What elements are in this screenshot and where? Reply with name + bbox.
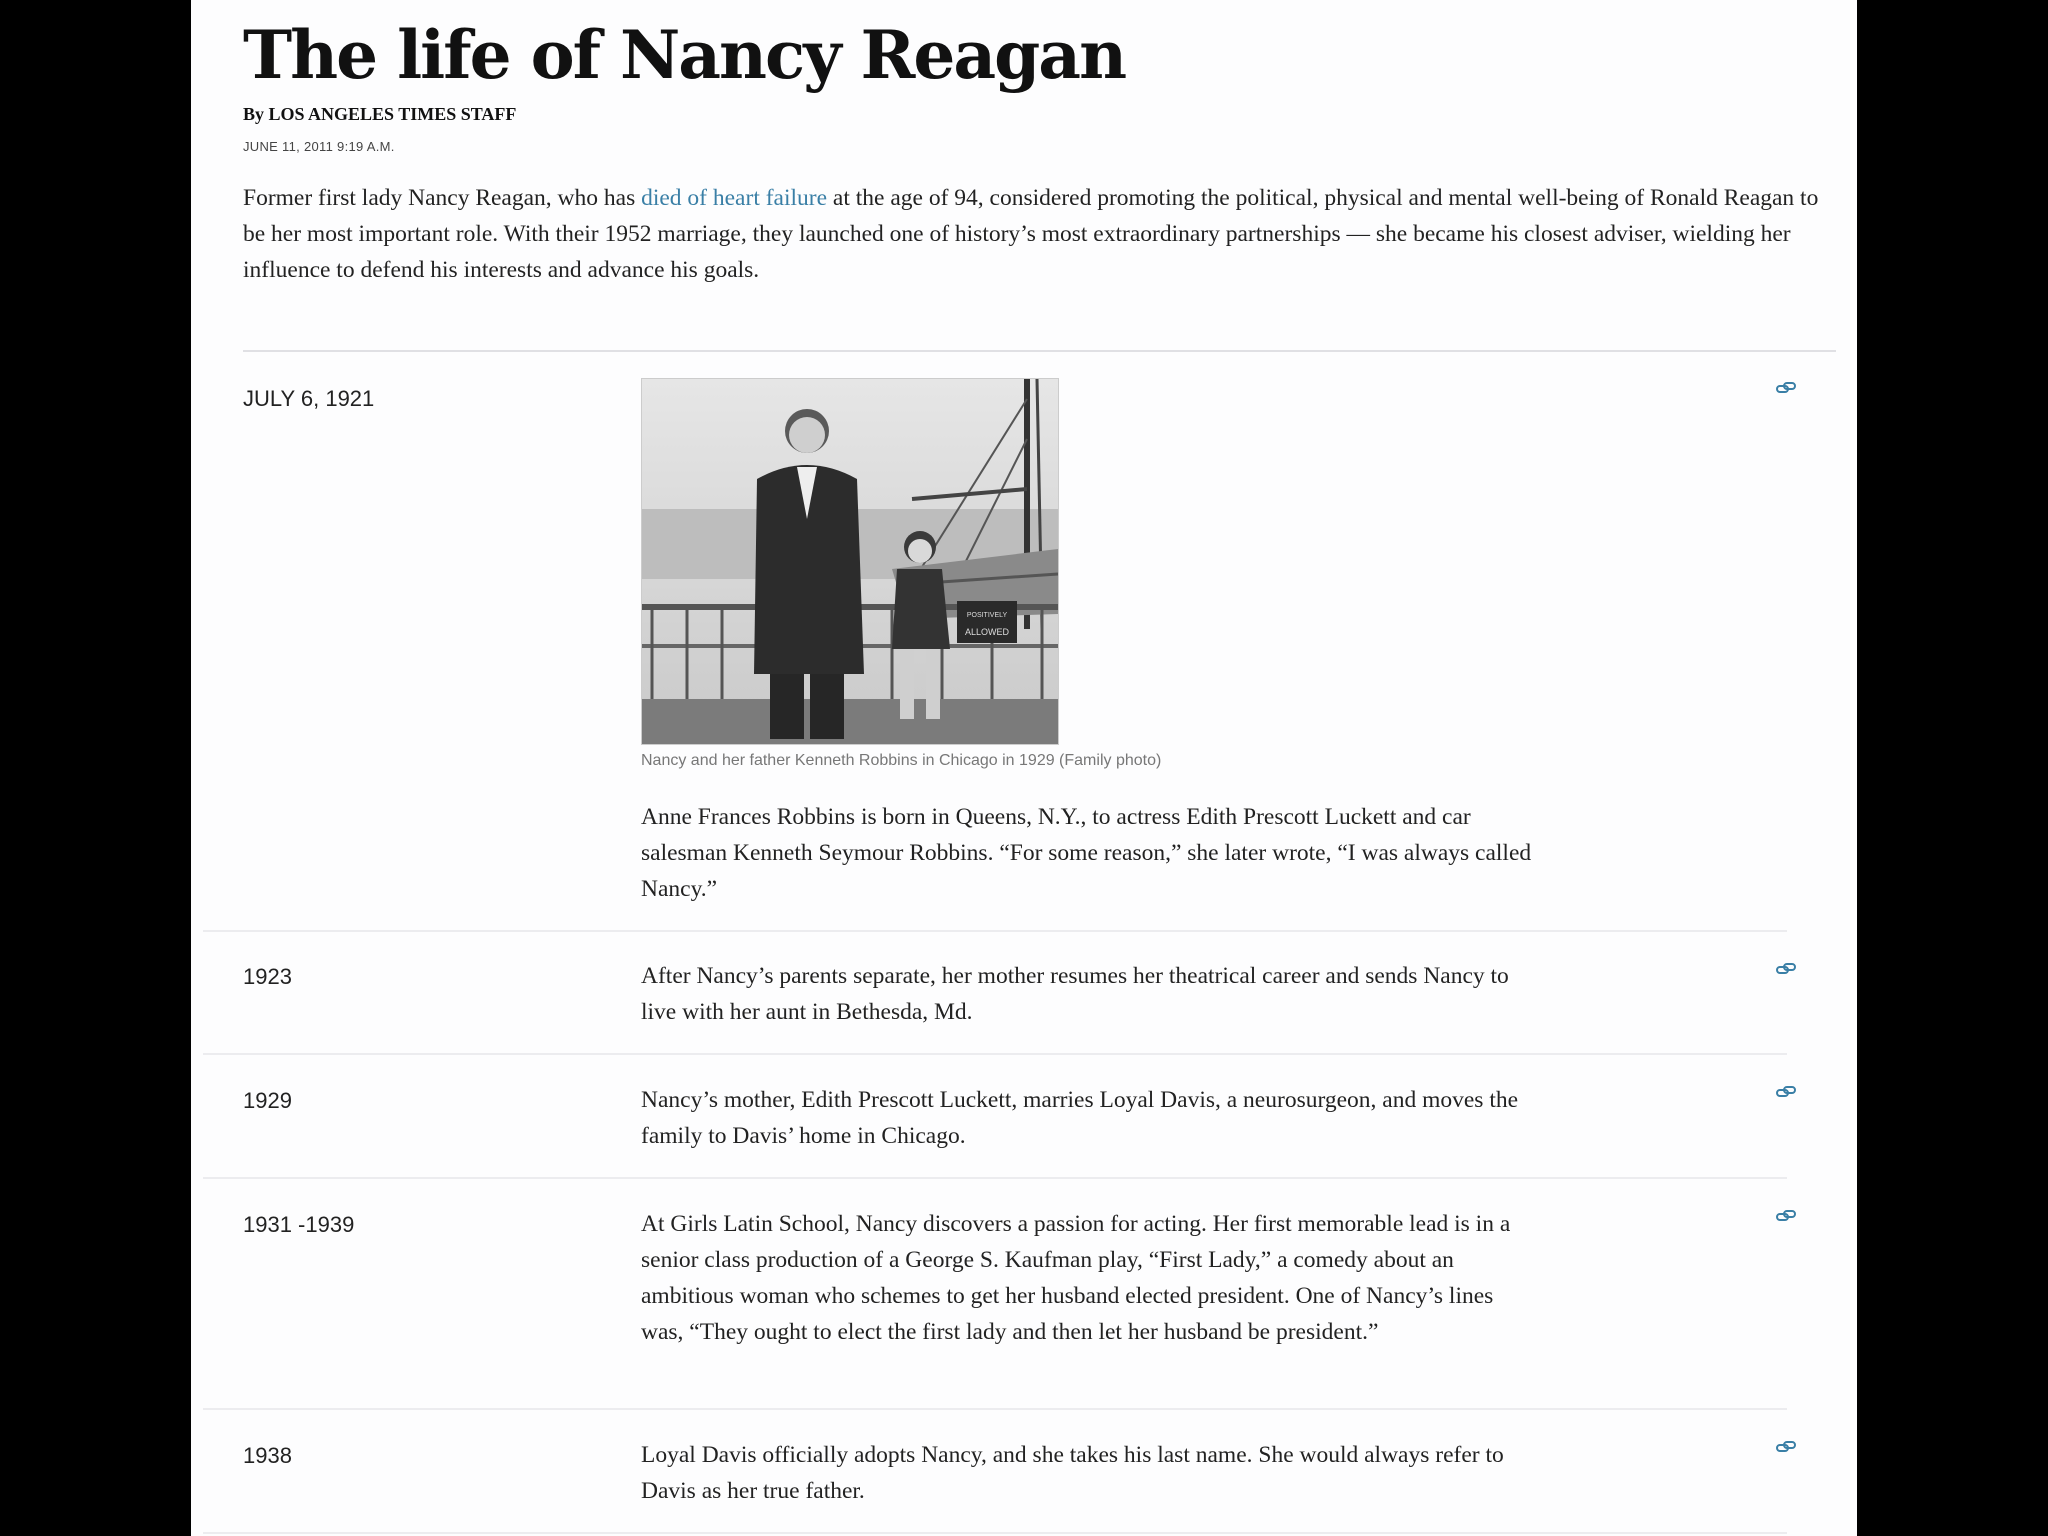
timeline-date-1938: 1938 — [243, 1443, 292, 1468]
timeline-divider — [203, 1177, 1787, 1179]
svg-text:POSITIVELY: POSITIVELY — [966, 612, 1008, 619]
timeline-divider — [203, 930, 1787, 932]
link-icon[interactable] — [1776, 1209, 1796, 1223]
timeline-text-1921: Anne Frances Robbins is born in Queens, N.Y., to actress Edith Prescott Luckett and car salesman Kenneth Seymour Robbins. “For some reason,” she later wrote, “I was always called Nancy.” — [641, 804, 1532, 902]
timeline-divider — [203, 1053, 1787, 1055]
link-icon[interactable] — [1776, 1440, 1796, 1454]
family-photo — [641, 378, 1059, 745]
timeline-date-1923: 1923 — [243, 964, 292, 989]
link-icon[interactable] — [1776, 381, 1796, 395]
byline: By LOS ANGELES TIMES STAFF — [243, 104, 517, 124]
article-page — [191, 0, 1857, 1536]
timeline-text-1929: Nancy’s mother, Edith Prescott Luckett, marries Loyal Davis, a neurosurgeon, and moves the family to Davis’ home in Chicago. — [641, 1087, 1519, 1149]
photo-caption: Nancy and her father Kenneth Robbins in Chicago in 1929 (Family photo) — [641, 752, 1162, 769]
publish-date: JUNE 11, 2011 9:19 A.M. — [243, 139, 395, 154]
intro-text-start: Former first lady Nancy Reagan, who has — [243, 185, 642, 211]
timeline-divider — [203, 1408, 1787, 1410]
timeline-top-divider — [243, 350, 1836, 352]
timeline-text-1938: Loyal Davis officially adopts Nancy, and she takes his last name. She would always refer to Davis as her true father. — [641, 1442, 1504, 1504]
page-title: The life of Nancy Reagan — [243, 16, 1126, 94]
timeline-text-1931-1939: At Girls Latin School, Nancy discovers a passion for acting. Her first memorable lead is in a senior class production of a George S. Kaufman play, “First Lady,” a comedy about an ambitious woman who schemes to get her husband elected president. One of Nancy’s lines was, “They ought to elect the first lady and then let her husband be president.” — [641, 1211, 1511, 1345]
died-of-heart-failure-link[interactable]: died of heart failure — [641, 185, 828, 211]
article-intro — [243, 180, 1843, 288]
intro-text-end: at the age of 94, considered promoting the political, physical and mental well-being of Ronald Reagan to be her most important role. With their 1952 marriage, they launched one of history’s most extraordinary partnerships — she became his closest adviser, wielding her influence to defend his interests and advance his goals. — [243, 185, 1819, 283]
link-icon[interactable] — [1776, 962, 1796, 976]
timeline-date-1931-1939: 1931 -1939 — [243, 1212, 355, 1237]
timeline-divider — [203, 1532, 1787, 1534]
timeline-date-1921: JULY 6, 1921 — [243, 386, 375, 411]
svg-text:ALLOWED: ALLOWED — [964, 627, 1010, 637]
timeline-text-1923: After Nancy’s parents separate, her mother resumes her theatrical career and sends Nancy to live with her aunt in Bethesda, Md. — [641, 963, 1509, 1025]
timeline-date-1929: 1929 — [243, 1088, 292, 1113]
link-icon[interactable] — [1776, 1085, 1796, 1099]
